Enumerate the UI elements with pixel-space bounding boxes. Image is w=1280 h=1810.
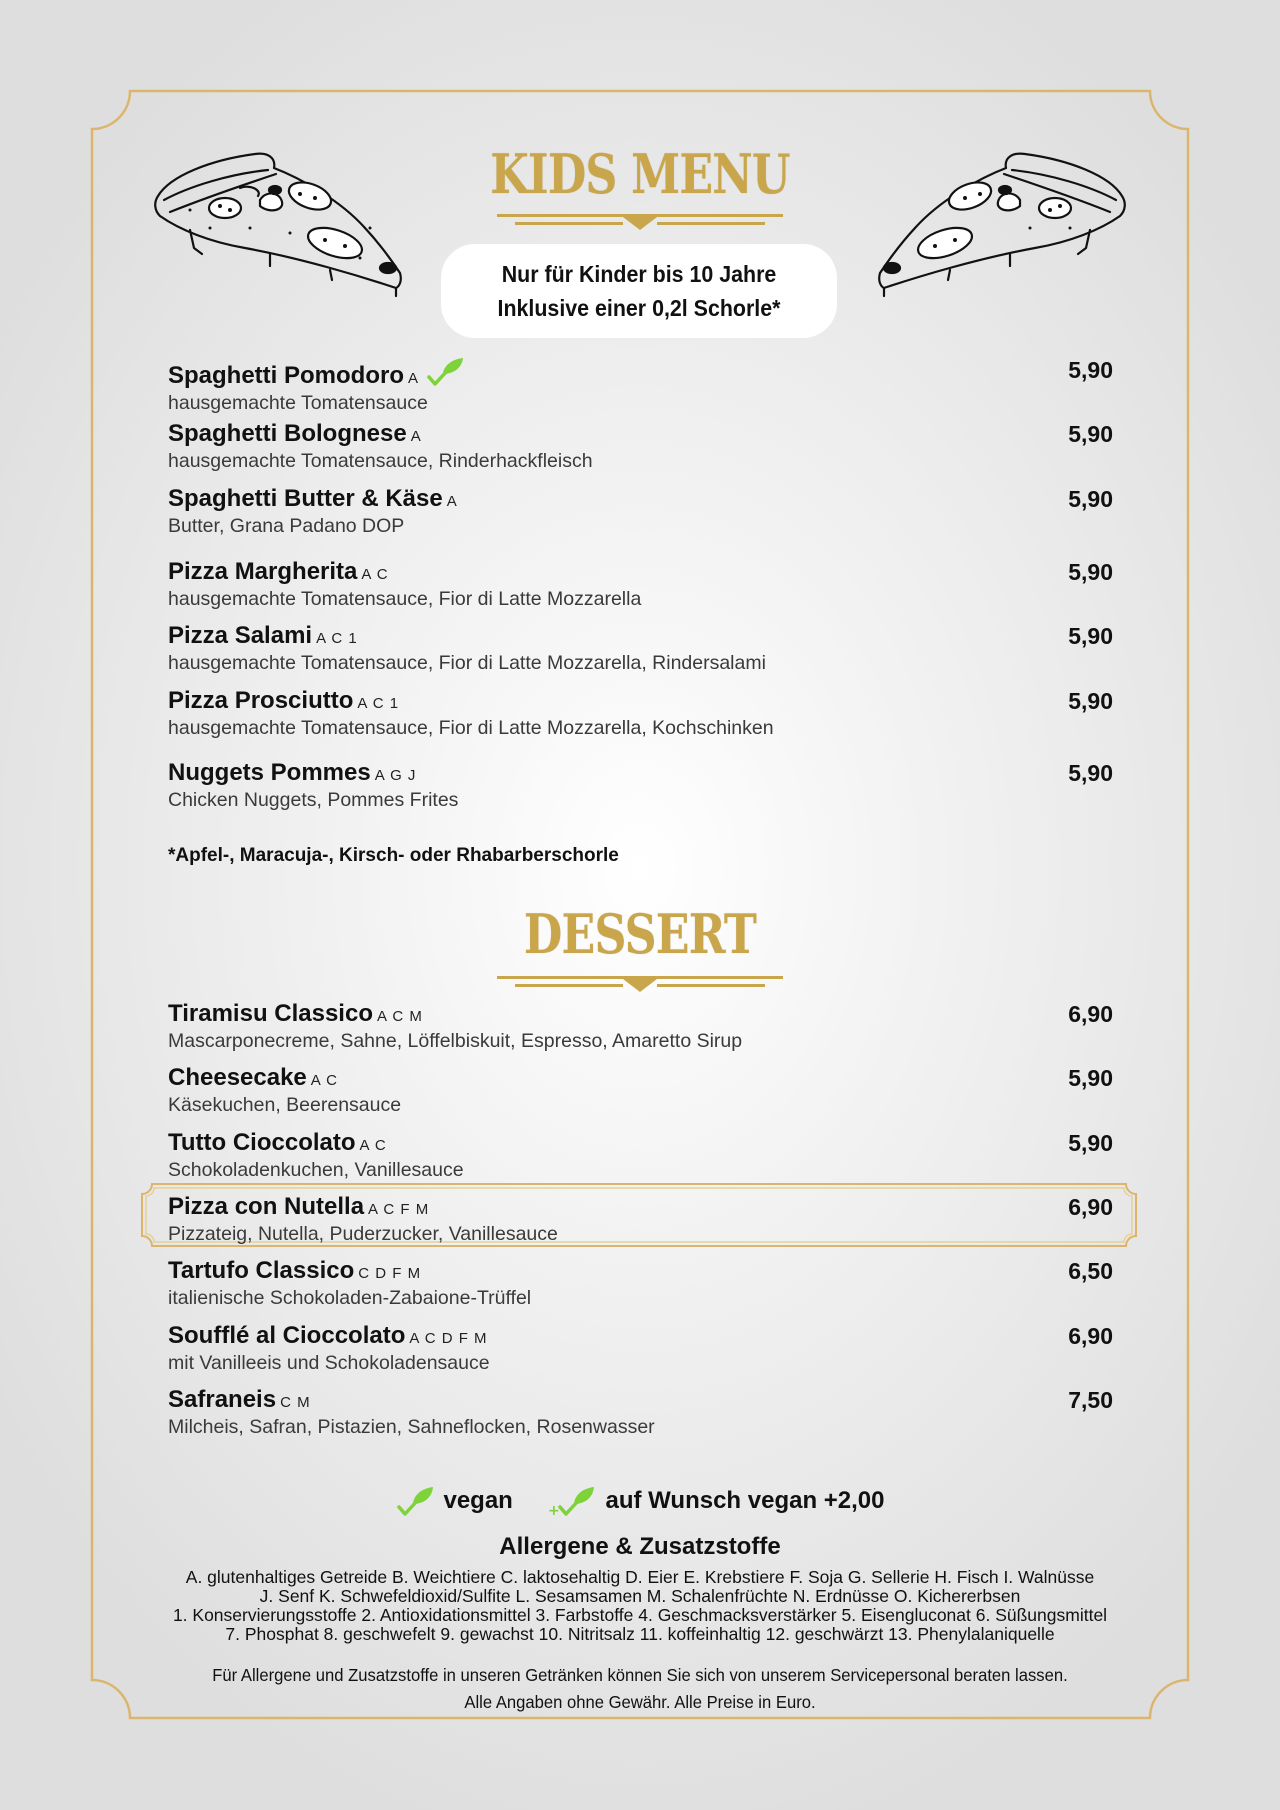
item-price: 7,50 bbox=[1068, 1387, 1113, 1413]
item-name: Spaghetti Pomodoro bbox=[168, 362, 404, 389]
schorle-footnote: *Apfel-, Maracuja-, Kirsch- oder Rhabarberschorle bbox=[168, 845, 619, 866]
item-allergens: A C M bbox=[376, 1008, 423, 1025]
item-description: hausgemachte Tomatensauce, Fior di Latte Mozzarella, Kochschinken bbox=[168, 717, 774, 739]
item-name: Cheesecake bbox=[168, 1064, 307, 1091]
item-name: Soufflé al Cioccolato bbox=[168, 1322, 406, 1349]
footer-line: Für Allergene und Zusatzstoffe in unseren Getränken können Sie sich von unserem Servicepersonal beraten lassen. bbox=[212, 1665, 1068, 1685]
menu-item bbox=[168, 1387, 1113, 1437]
kids-info-line-2: Inklusive einer 0,2l Schorle* bbox=[497, 295, 781, 321]
item-allergens: A bbox=[408, 370, 420, 387]
kids-menu-title: KIDS MENU bbox=[490, 142, 790, 206]
allergens-heading: Allergene & Zusatzstoffe bbox=[499, 1533, 781, 1560]
leaf-check-plus-icon bbox=[548, 1485, 598, 1517]
item-price: 6,50 bbox=[1068, 1258, 1113, 1284]
item-price: 5,90 bbox=[1068, 1065, 1113, 1091]
item-description: Butter, Grana Padano DOP bbox=[168, 515, 405, 537]
svg-text:+: + bbox=[547, 1503, 560, 1517]
item-price: 5,90 bbox=[1068, 1130, 1113, 1156]
item-description: hausgemachte Tomatensauce, Fior di Latte Mozzarella, Rindersalami bbox=[168, 652, 766, 674]
menu-item bbox=[168, 559, 1113, 609]
menu-item bbox=[168, 760, 1113, 810]
menu-item bbox=[168, 1323, 1113, 1373]
item-allergens: A C 1 bbox=[357, 695, 400, 712]
item-allergens: A C bbox=[310, 1072, 338, 1089]
item-price: 5,90 bbox=[1068, 623, 1113, 649]
item-description: hausgemachte Tomatensauce bbox=[168, 392, 428, 414]
allergens-line: J. Senf K. Schwefeldioxid/Sulfite L. Sesamsamen M. Schalenfrüchte N. Erdnüsse O. Kichererbsen bbox=[259, 1586, 1021, 1606]
item-allergens: A G J bbox=[374, 767, 417, 784]
item-price: 5,90 bbox=[1068, 486, 1113, 512]
item-description: hausgemachte Tomatensauce, Rinderhackfleisch bbox=[168, 450, 593, 472]
item-price: 5,90 bbox=[1068, 688, 1113, 714]
item-description: Milcheis, Safran, Pistazien, Sahneflocken, Rosenwasser bbox=[168, 1416, 655, 1438]
menu-item bbox=[168, 1001, 1113, 1051]
item-description: Mascarponecreme, Sahne, Löffelbiskuit, Espresso, Amaretto Sirup bbox=[168, 1030, 743, 1052]
item-price: 6,90 bbox=[1068, 1323, 1113, 1349]
item-price: 6,90 bbox=[1068, 1001, 1113, 1027]
menu-item bbox=[168, 1065, 1113, 1115]
item-description: Käsekuchen, Beerensauce bbox=[168, 1094, 402, 1116]
item-name: Spaghetti Bolognese bbox=[168, 420, 407, 447]
item-name: Pizza con Nutella bbox=[168, 1193, 365, 1220]
item-price: 5,90 bbox=[1068, 357, 1113, 383]
item-price: 5,90 bbox=[1068, 760, 1113, 786]
item-description: italienische Schokoladen-Zabaione-Trüffel bbox=[168, 1287, 532, 1309]
leaf-check-icon bbox=[395, 1485, 435, 1517]
item-description: mit Vanilleeis und Schokoladensauce bbox=[168, 1352, 490, 1374]
item-name: Tiramisu Classico bbox=[168, 1000, 373, 1027]
item-allergens: A C 1 bbox=[316, 630, 358, 647]
footer-line: Alle Angaben ohne Gewähr. Alle Preise in Euro. bbox=[464, 1692, 816, 1712]
item-name: Nuggets Pommes bbox=[168, 759, 371, 786]
item-name: Pizza Prosciutto bbox=[168, 687, 354, 714]
legend-vegan-label: vegan bbox=[443, 1487, 513, 1514]
allergens-line: 7. Phosphat 8. geschwefelt 9. gewachst 10. Nitritsalz 11. koffeinhaltig 12. geschwärzt 13. Phenylalaniquelle bbox=[225, 1624, 1055, 1644]
item-allergens: A C F M bbox=[368, 1201, 430, 1218]
item-allergens: C M bbox=[280, 1394, 311, 1411]
item-allergens: A C bbox=[359, 1137, 387, 1154]
menu-item bbox=[168, 1130, 1113, 1180]
menu-item bbox=[168, 486, 1113, 536]
allergens-list bbox=[0, 1568, 1280, 1644]
title-ornament-divider bbox=[497, 974, 783, 1000]
allergens-line: 1. Konservierungsstoffe 2. Antioxidationsmittel 3. Farbstoffe 4. Geschmacksverstärker 5. Eisengluconat 6. Süßungsmittel bbox=[172, 1605, 1108, 1625]
item-name: Tartufo Classico bbox=[168, 1257, 355, 1284]
item-name: Safraneis bbox=[168, 1386, 277, 1413]
item-description: hausgemachte Tomatensauce, Fior di Latte Mozzarella bbox=[168, 588, 642, 610]
item-allergens: A bbox=[446, 493, 458, 510]
menu-item bbox=[168, 1258, 1113, 1308]
item-description: Schokoladenkuchen, Vanillesauce bbox=[168, 1159, 464, 1181]
dessert-title: DESSERT bbox=[523, 902, 757, 966]
item-allergens: A bbox=[410, 428, 422, 445]
menu-item bbox=[168, 688, 1113, 738]
item-allergens: C D F M bbox=[358, 1265, 422, 1282]
item-price: 6,90 bbox=[1068, 1194, 1113, 1220]
item-name: Pizza Margherita bbox=[168, 558, 358, 585]
menu-item bbox=[168, 623, 1113, 673]
allergens-line: A. glutenhaltiges Getreide B. Weichtiere C. laktosehaltig D. Eier E. Krebstiere F. Soja G. Sellerie H. Fisch I. Walnüsse bbox=[185, 1567, 1095, 1587]
item-price: 5,90 bbox=[1068, 559, 1113, 585]
title-ornament-divider bbox=[497, 212, 783, 238]
menu-item bbox=[168, 357, 1113, 414]
vegan-legend bbox=[0, 1485, 1280, 1524]
leaf-check-icon bbox=[425, 357, 465, 387]
item-price: 5,90 bbox=[1068, 421, 1113, 447]
item-name: Spaghetti Butter & Käse bbox=[168, 485, 443, 512]
legend-vegan-on-request bbox=[548, 1485, 885, 1517]
kids-info-line-1: Nur für Kinder bis 10 Jahre bbox=[501, 261, 777, 287]
item-allergens: A C bbox=[361, 566, 389, 583]
kids-info-badge bbox=[441, 244, 837, 338]
item-allergens: A C D F M bbox=[409, 1330, 488, 1347]
menu-item bbox=[168, 421, 1113, 471]
item-name: Tutto Cioccolato bbox=[168, 1129, 356, 1156]
item-description: Chicken Nuggets, Pommes Frites bbox=[168, 789, 459, 811]
menu-item-featured bbox=[168, 1194, 1113, 1244]
footer-notes bbox=[0, 1662, 1280, 1716]
item-name: Pizza Salami bbox=[168, 622, 313, 649]
legend-vegan bbox=[395, 1485, 512, 1517]
item-description: Pizzateig, Nutella, Puderzucker, Vanillesauce bbox=[168, 1223, 558, 1245]
legend-vegan-on-request-label: auf Wunsch vegan +2,00 bbox=[605, 1487, 885, 1514]
